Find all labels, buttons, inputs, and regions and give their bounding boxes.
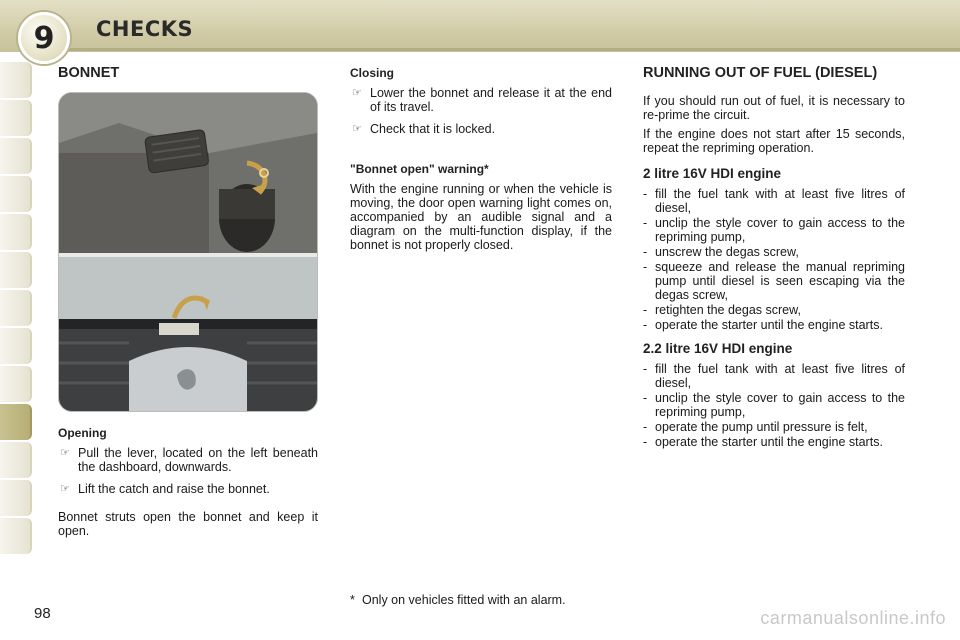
list-item: - retighten the degas screw,	[643, 303, 801, 317]
heading-opening: Opening	[58, 426, 107, 440]
bonnet-warning-text: With the engine running or when the vehicle is moving, the door open warning light comes on, accompanied by an audible signal and a diagram on the multi-function display, if the bonnet is not properly closed.	[350, 182, 612, 252]
chapter-tab-10-active[interactable]	[0, 404, 32, 440]
pointing-hand-icon: ☞	[60, 483, 70, 495]
footnote-marker: *	[350, 593, 355, 607]
heading-engine-2l: 2 litre 16V HDI engine	[643, 166, 782, 181]
closing-steps	[350, 86, 612, 136]
chapter-tab-9[interactable]	[0, 366, 32, 402]
list-item: ☞ Lower the bonnet and release it at the end of its travel.	[352, 86, 612, 114]
chapter-tab-7[interactable]	[0, 290, 32, 326]
heading-bonnet-warning: "Bonnet open" warning*	[350, 162, 489, 176]
pointing-hand-icon: ☞	[352, 123, 362, 135]
chapter-tab-2[interactable]	[0, 100, 32, 136]
watermark: carmanualsonline.info	[760, 608, 946, 628]
bonnet-photo	[58, 92, 318, 412]
chapter-tab-1[interactable]	[0, 62, 32, 98]
chapter-tab-5[interactable]	[0, 214, 32, 250]
fuel-intro-2: If the engine does not start after 15 seconds, repeat the repriming operation.	[643, 127, 905, 155]
list-item: - operate the starter until the engine starts.	[643, 435, 883, 449]
list-item: - operate the starter until the engine starts.	[643, 318, 883, 332]
chapter-tabs	[0, 62, 34, 556]
chapter-tab-4[interactable]	[0, 176, 32, 212]
chapter-tab-6[interactable]	[0, 252, 32, 288]
column-bonnet	[58, 66, 318, 543]
engine-2-2l-steps	[643, 362, 905, 449]
column-closing	[350, 66, 612, 257]
list-item: ☞ Pull the lever, located on the left beneath the dashboard, downwards.	[60, 446, 318, 474]
list-item: ☞ Lift the catch and raise the bonnet.	[60, 482, 270, 496]
chapter-badge: 9	[18, 12, 70, 64]
footnote-text: Only on vehicles fitted with an alarm.	[362, 593, 566, 607]
list-item: - unclip the style cover to gain access to the repriming pump,	[643, 216, 905, 244]
section-title-fuel: RUNNING OUT OF FUEL (DIESEL)	[643, 65, 878, 81]
list-item: - unscrew the degas screw,	[643, 245, 799, 259]
page-number: 98	[34, 605, 51, 622]
struts-note: Bonnet struts open the bonnet and keep it open.	[58, 510, 318, 538]
list-item: ☞ Check that it is locked.	[352, 122, 496, 136]
pointing-hand-icon: ☞	[60, 447, 70, 459]
list-item: - operate the pump until pressure is felt,	[643, 420, 868, 434]
section-title-bonnet: BONNET	[58, 65, 120, 81]
list-item: - unclip the style cover to gain access to the repriming pump,	[643, 391, 905, 419]
pointing-hand-icon: ☞	[352, 87, 362, 99]
list-item: - squeeze and release the manual repriming pump until diesel is seen escaping via the degas screw,	[643, 260, 905, 302]
fuel-intro-1: If you should run out of fuel, it is necessary to re-prime the circuit.	[643, 94, 905, 122]
chapter-tab-12[interactable]	[0, 480, 32, 516]
page-title: CHECKS	[96, 17, 194, 41]
opening-steps	[58, 446, 318, 496]
heading-engine-2-2l: 2.2 litre 16V HDI engine	[643, 341, 793, 356]
chapter-tab-3[interactable]	[0, 138, 32, 174]
list-item: - fill the fuel tank with at least five litres of diesel,	[643, 362, 905, 390]
chapter-tab-11[interactable]	[0, 442, 32, 478]
footnote	[350, 593, 612, 607]
column-fuel	[643, 66, 905, 455]
chapter-tab-13[interactable]	[0, 518, 32, 554]
heading-closing: Closing	[350, 66, 394, 80]
bonnet-illustration	[59, 93, 317, 411]
list-item: - fill the fuel tank with at least five litres of diesel,	[643, 187, 905, 215]
header-rule	[60, 48, 960, 51]
chapter-tab-8[interactable]	[0, 328, 32, 364]
engine-2l-steps	[643, 187, 905, 332]
